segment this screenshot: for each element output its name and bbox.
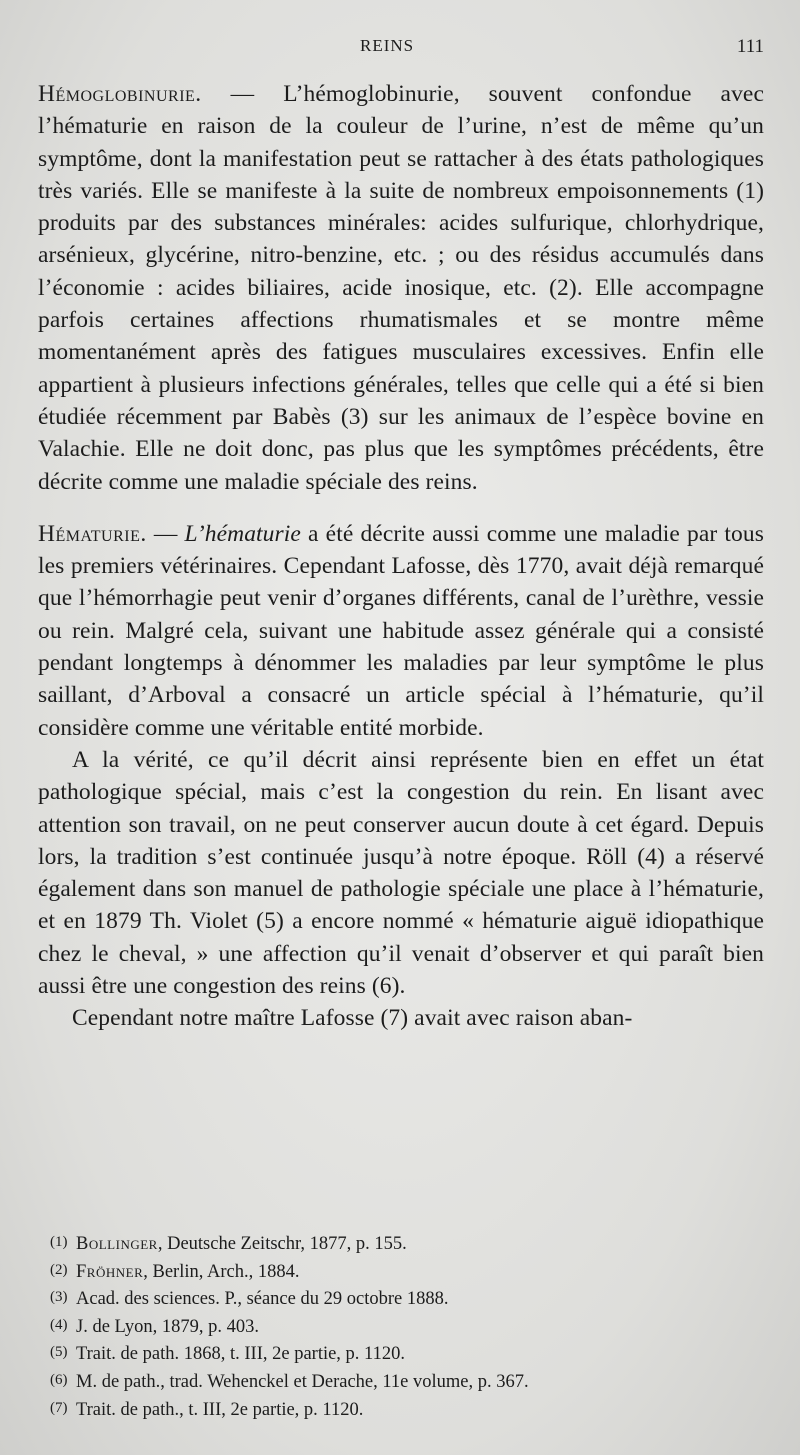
footnote-number: (3) <box>50 1289 68 1306</box>
footnote-number: (2) <box>50 1261 68 1278</box>
footnote-item <box>50 1230 750 1258</box>
footnote-number: (7) <box>50 1399 68 1416</box>
page-header <box>0 30 800 60</box>
footnote-text: J. de Lyon, 1879, p. 403. <box>76 1316 259 1337</box>
italic-term: L’hématurie <box>184 520 301 547</box>
paragraph-hemoglobinurie <box>38 78 764 498</box>
footnote-number: (1) <box>50 1234 68 1250</box>
heading-dash: — <box>146 520 185 547</box>
paragraph-text: A la vérité, ce qu’il décrit ainsi représente bien en effet un état pathologique spécial, mais c’est la congestion du rein. En lisant avec attention son travail, on ne peut conserver aucun doute à cet égard. Depuis lors, la tradition s’est continuée jusqu’à notre époque. Röll (4) a réservé également dans son manuel de pathologie spéciale une place à l’hématurie, et en 1879 Th. Violet (5) a encore nommé « hématurie aiguë idiopathique chez le cheval, » une affection qu’il venait d’observer et qui paraît bien aussi être une congestion des reins (6). <box>38 746 764 1000</box>
footnote-item <box>50 1396 750 1424</box>
footnote-text: Trait. de path. 1868, t. III, 2e partie, p. 1120. <box>76 1344 405 1365</box>
footnote-item <box>50 1313 750 1341</box>
footnote-text: Trait. de path., t. III, 2e partie, p. 1120. <box>76 1399 364 1420</box>
paragraph-hematurie <box>38 518 764 744</box>
paragraph-text: a été décrite aussi comme une maladie par tous les premiers vétérinaires. Cependant Lafosse, dès 1770, avait déjà remarqué que l’hémorrhagie peut venir d’organes différents, canal de l’urèthre, vessie ou rein. Malgré cela, suivant une habitude assez générale qui a consisté pendant longtemps à dénommer les maladies par leur symptôme le plus saillant, d’Arboval a consacré un article spécial à l’hématurie, qu’il considère comme une véritable entité morbide. <box>38 520 764 741</box>
paragraph-verite <box>38 744 764 1002</box>
footnote-item <box>50 1285 750 1313</box>
footnote-author: Fröhner <box>76 1261 144 1282</box>
section-heading-hematurie: Hématurie. <box>38 520 147 547</box>
footnote-number: (4) <box>50 1316 68 1333</box>
footnote-number: (6) <box>50 1371 68 1388</box>
footnote-text: M. de path., trad. Wehenckel et Derache, 11e volume, p. 367. <box>76 1371 529 1392</box>
footnote-author: Bollinger <box>76 1234 158 1254</box>
footnote-item <box>50 1368 750 1396</box>
footnote-text: , Berlin, Arch., 1884. <box>143 1261 300 1282</box>
footnotes <box>50 1230 750 1423</box>
body-text <box>38 78 764 1035</box>
footnote-item <box>50 1340 750 1368</box>
footnote-number: (5) <box>50 1344 68 1361</box>
footnote-text: Acad. des sciences. P., séance du 29 octobre 1888. <box>76 1289 449 1310</box>
running-title: REINS <box>360 36 415 55</box>
paragraph-cependant <box>38 1002 764 1034</box>
page-number: 111 <box>736 36 764 57</box>
section-heading-hemoglobinurie: Hémoglobinurie. <box>38 81 202 107</box>
footnote-text: , Deutsche Zeitschr, 1877, p. 155. <box>157 1234 407 1254</box>
paragraph-text: — L’hémoglobinurie, souvent confondue avec l’hématurie en raison de la couleur de l’urine, n’est de même qu’un symptôme, dont la manifestation peut se rattacher à des états pathologiques très variés. Elle se manifeste à la suite de nombreux empoisonnements (1) produits par des substances minérales: acides sulfurique, chlorhydrique, arsénieux, glycérine, nitro-benzine, etc. ; ou des résidus accumulés dans l’économie : acides biliaires, acide inosique, etc. (2). Elle accompagne parfois certaines affections rhumatismales et se montre même momentanément après des fatigues musculaires excessives. Enfin elle appartient à plusieurs infections générales, telles que celle qui a été si bien étudiée récemment par Babès (3) sur les animaux de l’espèce bovine en Valachie. Elle ne doit donc, pas plus que les symptômes précédents, être décrite comme une maladie spéciale des reins. <box>38 81 764 495</box>
footnote-item <box>50 1258 750 1286</box>
paragraph-text: Cependant notre maître Lafosse (7) avait avec raison aban- <box>72 1005 633 1032</box>
